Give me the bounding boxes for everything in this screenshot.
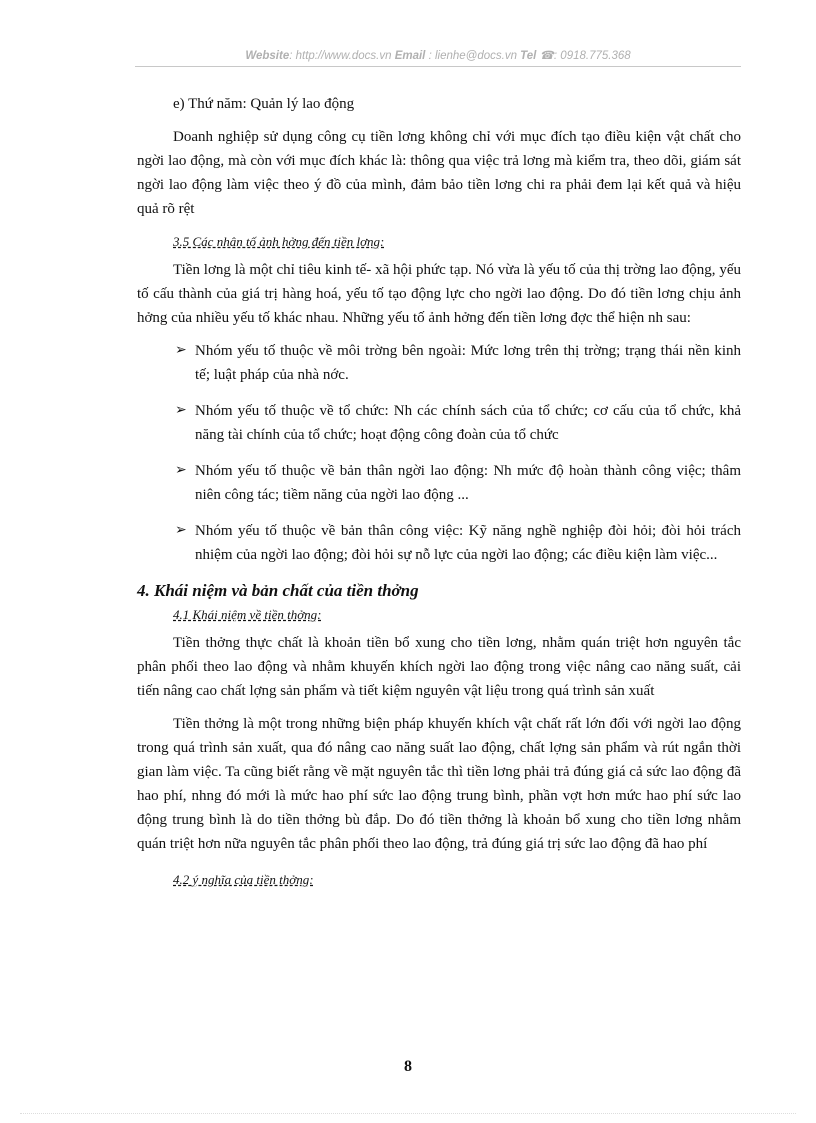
phone-icon: ☎ bbox=[539, 50, 554, 62]
list-item bbox=[137, 399, 741, 447]
footer-divider bbox=[20, 1113, 796, 1114]
email-label: Email bbox=[394, 50, 426, 62]
document-body bbox=[137, 92, 741, 896]
page-number: 8 bbox=[404, 1058, 412, 1075]
website-value: : http://www.docs.vn bbox=[289, 50, 392, 62]
list-item bbox=[137, 519, 741, 567]
tel-value: : 0918.775.368 bbox=[553, 50, 631, 62]
arrow-bullet-icon: ➢ bbox=[175, 343, 187, 358]
list-item bbox=[137, 459, 741, 507]
header-divider bbox=[135, 66, 741, 67]
list-item-text: Nhóm yếu tố thuộc về bản thân ngời lao động: Nh mức độ hoàn thành công việc; thâm niên công tác; tiềm năng của ngời lao động ... bbox=[195, 463, 741, 503]
subheading-4-1: 4.1 Khái niệm về tiền thởng: bbox=[173, 607, 322, 622]
list-item-text: Nhóm yếu tố thuộc về môi trờng bên ngoài: Mức lơng trên thị trờng; trạng thái nền kinh tế; luật pháp của nhà nớc. bbox=[195, 343, 741, 383]
arrow-bullet-icon: ➢ bbox=[175, 463, 187, 478]
arrow-bullet-icon: ➢ bbox=[175, 403, 187, 418]
paragraph-bonus-role: Tiền thởng là một trong những biện pháp khuyến khích vật chất rất lớn đối với ngời lao động trong quá trình sản xuất, qua đó nâng cao năng suất lao động, chất lợng sản phẩm và rút ngắn thời gian làm việc. Ta cũng biết rằng về mặt nguyên tắc thì tiền lơng phải trả đúng giá cả sức lao động đã hao phí, nhng đó mới là mức hao phí sức lao động trung bình, phần vợt hơn mức hao phí sức lao động trung bình là do tiền thởng bù đắp. Do đó tiền thởng là khoản bổ xung cho tiền lơng nhằm quán triệt hơn nữa nguyên tắc phân phối theo lao động, trả đúng giá trị sức lao động đã hao phí bbox=[137, 716, 741, 852]
factor-list bbox=[137, 339, 741, 567]
paragraph-management-title: e) Thứ năm: Quản lý lao động bbox=[173, 96, 355, 112]
paragraph-bonus-concept: Tiền thởng thực chất là khoản tiền bổ xung cho tiền lơng, nhằm quán triệt hơn nguyên tắc phân phối theo lao động và nhằm khuyến khích ngời lao động trong việc nâng cao năng suất, cải tiến nâng cao chất lợng sản phẩm và tiết kiệm nguyên vật liệu trong quá trình sản xuất bbox=[137, 635, 741, 699]
page-header bbox=[135, 48, 741, 62]
tel-label: Tel bbox=[520, 50, 537, 62]
heading-section-4: 4. Khái niệm và bản chất của tiền thởng bbox=[137, 581, 419, 600]
paragraph-management: Doanh nghiệp sử dụng công cụ tiền lơng không chỉ với mục đích tạo điều kiện vật chất cho ngời lao động, mà còn với mục đích khác là: thông qua việc trả lơng mà kiểm tra, theo dõi, giám sát ngời lao động làm việc theo ý đồ của mình, đảm bảo tiền lơng chi ra phải đem lại kết quả và hiệu quả rõ rệt bbox=[137, 129, 741, 217]
arrow-bullet-icon: ➢ bbox=[175, 523, 187, 538]
website-label: Website bbox=[245, 50, 290, 62]
list-item-text: Nhóm yếu tố thuộc về tổ chức: Nh các chính sách của tổ chức; cơ cấu của tổ chức, khả năng tài chính của tổ chức; hoạt động công đoàn của tổ chức bbox=[195, 403, 741, 443]
subheading-3-5: 3.5 Các nhân tố ảnh hởng đến tiền lơng: bbox=[173, 234, 385, 249]
paragraph-factors-intro: Tiền lơng là một chỉ tiêu kinh tế- xã hội phức tạp. Nó vừa là yếu tố của thị trờng lao động, yếu tố cấu thành của giá trị hàng hoá, yếu tố tạo động lực cho ngời lao động. Do đó tiền lơng chịu ảnh hởng của nhiều yếu tố khác nhau. Những yếu tố ảnh hởng đến tiền lơng đợc thể hiện nh sau: bbox=[137, 262, 741, 326]
list-item-text: Nhóm yếu tố thuộc về bản thân công việc: Kỹ năng nghề nghiệp đòi hỏi; đòi hỏi trách nhiệm của ngời lao động; đòi hỏi sự nỗ lực của ngời lao động; các điều kiện làm việc... bbox=[195, 523, 741, 563]
subheading-4-2: 4.2 ý nghĩa của tiền thởng: bbox=[173, 872, 314, 887]
email-value: : lienhe@docs.vn bbox=[428, 50, 517, 62]
list-item bbox=[137, 339, 741, 387]
